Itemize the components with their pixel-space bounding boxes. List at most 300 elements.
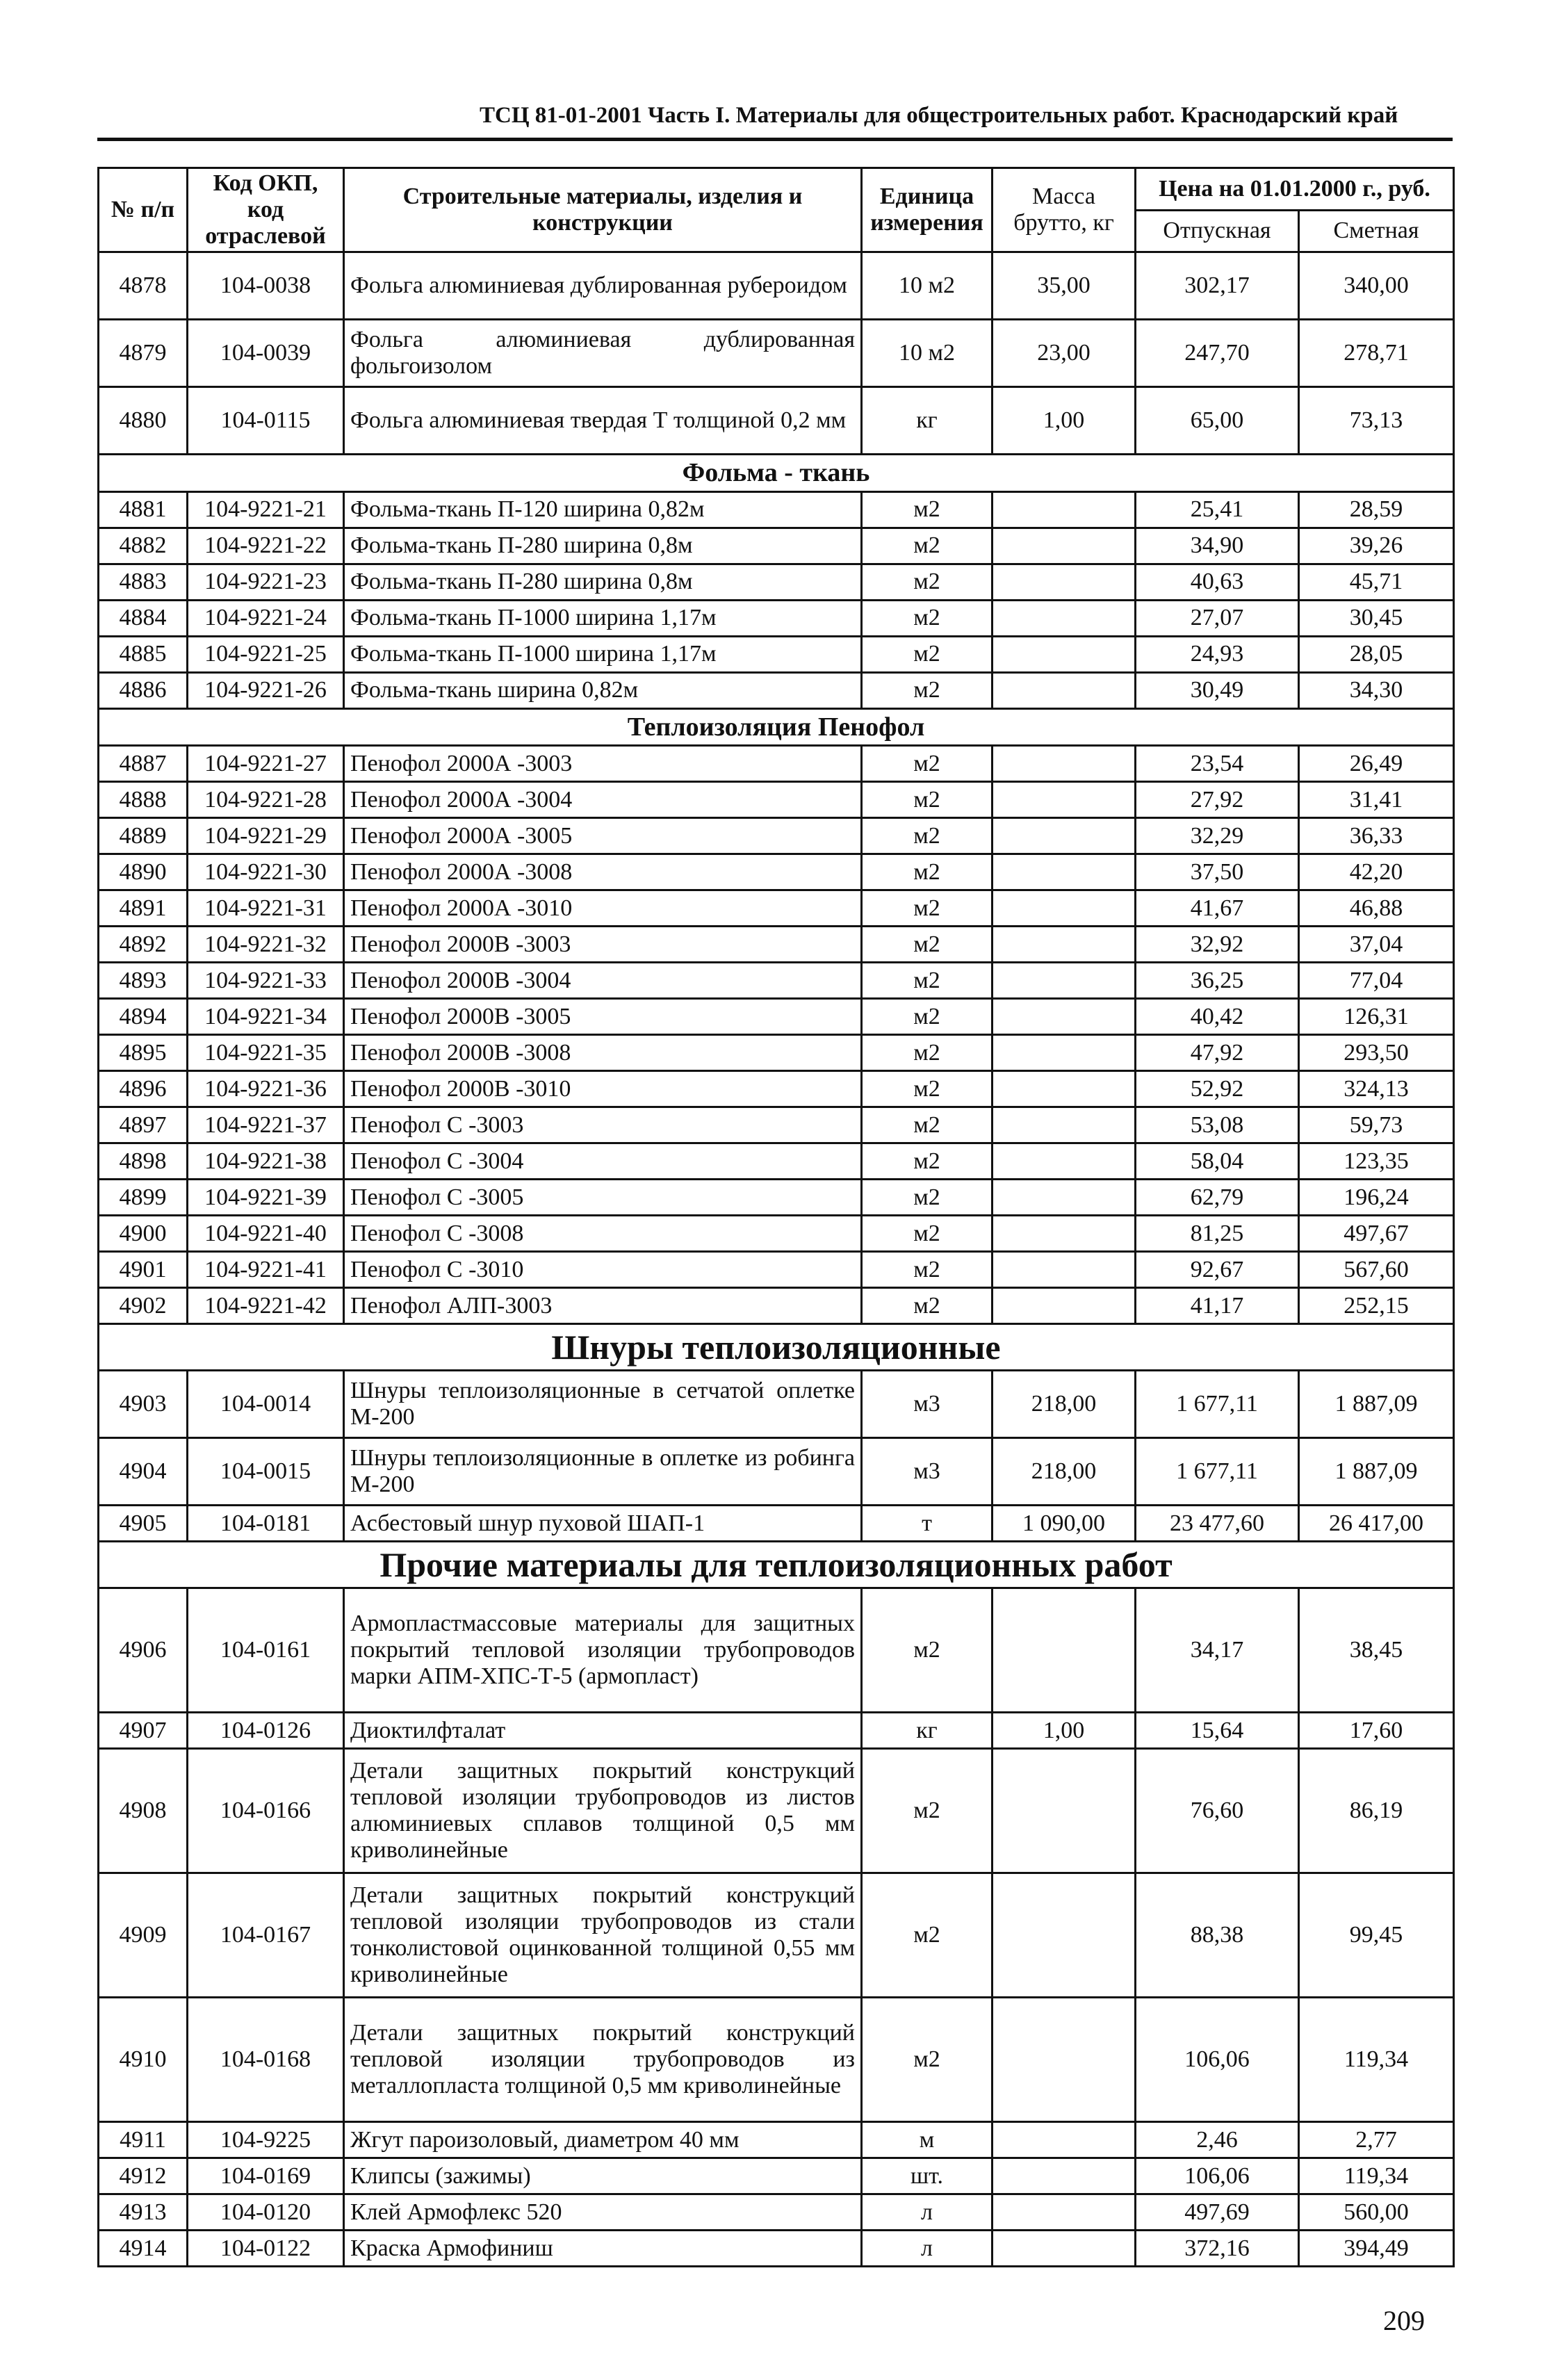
row-estimate-price: 126,31 — [1299, 999, 1454, 1035]
row-code: 104-9221-40 — [188, 1216, 344, 1252]
row-estimate-price: 73,13 — [1299, 387, 1454, 455]
table-row — [99, 1071, 1454, 1107]
row-number: 4889 — [99, 818, 188, 854]
row-release-price: 41,17 — [1136, 1288, 1299, 1324]
row-estimate-price: 46,88 — [1299, 890, 1454, 927]
row-number: 4897 — [99, 1107, 188, 1143]
row-name: Пенофол С -3005 — [344, 1180, 862, 1216]
row-estimate-price: 36,33 — [1299, 818, 1454, 854]
table-row — [99, 854, 1454, 890]
row-unit: м3 — [862, 1371, 993, 1438]
row-estimate-price: 394,49 — [1299, 2231, 1454, 2267]
row-estimate-price: 2,77 — [1299, 2122, 1454, 2158]
row-release-price: 32,29 — [1136, 818, 1299, 854]
row-number: 4885 — [99, 636, 188, 672]
row-estimate-price: 30,45 — [1299, 600, 1454, 636]
row-name: Фольма-ткань П-1000 ширина 1,17м — [344, 600, 862, 636]
header-name: Строительные материалы, изделия и конструкции — [344, 168, 862, 252]
table-row — [99, 1438, 1454, 1506]
row-number: 4911 — [99, 2122, 188, 2158]
row-number: 4880 — [99, 387, 188, 455]
table-row — [99, 818, 1454, 854]
table-row — [99, 927, 1454, 963]
table-row — [99, 746, 1454, 782]
row-code: 104-9221-34 — [188, 999, 344, 1035]
row-mass: 1 090,00 — [993, 1506, 1136, 1542]
row-number: 4893 — [99, 963, 188, 999]
row-number: 4913 — [99, 2194, 188, 2231]
row-number: 4912 — [99, 2158, 188, 2194]
row-estimate-price: 497,67 — [1299, 1216, 1454, 1252]
row-estimate-price: 28,59 — [1299, 491, 1454, 528]
row-number: 4908 — [99, 1749, 188, 1873]
header-unit: Единица измерения — [862, 168, 993, 252]
row-unit: т — [862, 1506, 993, 1542]
row-number: 4904 — [99, 1438, 188, 1506]
row-estimate-price: 77,04 — [1299, 963, 1454, 999]
row-code: 104-9225 — [188, 2122, 344, 2158]
header-price-group: Цена на 01.01.2000 г., руб. — [1136, 168, 1454, 211]
row-mass — [993, 1288, 1136, 1324]
row-mass — [993, 999, 1136, 1035]
row-name: Фольма-ткань П-280 ширина 0,8м — [344, 528, 862, 564]
table-row — [99, 1288, 1454, 1324]
row-mass — [993, 491, 1136, 528]
row-estimate-price: 38,45 — [1299, 1588, 1454, 1713]
row-mass — [993, 528, 1136, 564]
row-release-price: 34,17 — [1136, 1588, 1299, 1713]
row-release-price: 302,17 — [1136, 252, 1299, 320]
row-unit: шт. — [862, 2158, 993, 2194]
row-name: Краска Армофиниш — [344, 2231, 862, 2267]
row-estimate-price: 17,60 — [1299, 1713, 1454, 1749]
row-name: Пенофол 2000В -3008 — [344, 1035, 862, 1071]
row-mass — [993, 963, 1136, 999]
row-estimate-price: 119,34 — [1299, 1998, 1454, 2122]
table-row — [99, 1588, 1454, 1713]
row-release-price: 1 677,11 — [1136, 1438, 1299, 1506]
row-number: 4894 — [99, 999, 188, 1035]
row-unit: 10 м2 — [862, 320, 993, 387]
row-mass — [993, 1071, 1136, 1107]
row-name: Фольма-ткань П-1000 ширина 1,17м — [344, 636, 862, 672]
table-row — [99, 1143, 1454, 1180]
table-row — [99, 782, 1454, 818]
row-unit: м2 — [862, 746, 993, 782]
row-unit: м2 — [862, 927, 993, 963]
row-number: 4905 — [99, 1506, 188, 1542]
row-unit: м2 — [862, 1588, 993, 1713]
row-name: Фольга алюминиевая твердая Т толщиной 0,2 мм — [344, 387, 862, 455]
row-number: 4887 — [99, 746, 188, 782]
row-code: 104-9221-42 — [188, 1288, 344, 1324]
row-estimate-price: 26 417,00 — [1299, 1506, 1454, 1542]
row-estimate-price: 1 887,09 — [1299, 1371, 1454, 1438]
row-release-price: 106,06 — [1136, 1998, 1299, 2122]
row-release-price: 40,42 — [1136, 999, 1299, 1035]
row-estimate-price: 42,20 — [1299, 854, 1454, 890]
row-release-price: 23,54 — [1136, 746, 1299, 782]
table-row — [99, 1252, 1454, 1288]
row-unit: м2 — [862, 1035, 993, 1071]
row-unit: м2 — [862, 1180, 993, 1216]
row-code: 104-0161 — [188, 1588, 344, 1713]
row-unit: м2 — [862, 636, 993, 672]
row-estimate-price: 196,24 — [1299, 1180, 1454, 1216]
row-number: 4902 — [99, 1288, 188, 1324]
row-release-price: 36,25 — [1136, 963, 1299, 999]
row-name: Шнуры теплоизоляционные в оплетке из робинга М-200 — [344, 1438, 862, 1506]
table-row — [99, 1713, 1454, 1749]
row-code: 104-0181 — [188, 1506, 344, 1542]
row-code: 104-0122 — [188, 2231, 344, 2267]
row-code: 104-9221-28 — [188, 782, 344, 818]
row-number: 4879 — [99, 320, 188, 387]
row-name: Детали защитных покрытий конструкций тепловой изоляции трубопроводов из стали тонколистовой оцинкованной толщиной 0,55 мм криволинейные — [344, 1873, 862, 1998]
row-estimate-price: 99,45 — [1299, 1873, 1454, 1998]
row-mass: 218,00 — [993, 1371, 1136, 1438]
row-unit: м2 — [862, 1749, 993, 1873]
row-estimate-price: 26,49 — [1299, 746, 1454, 782]
row-name: Пенофол С -3003 — [344, 1107, 862, 1143]
row-name: Клипсы (зажимы) — [344, 2158, 862, 2194]
section-title-cords: Шнуры теплоизоляционные — [99, 1324, 1454, 1371]
row-name: Диоктилфталат — [344, 1713, 862, 1749]
row-mass — [993, 672, 1136, 708]
row-mass — [993, 927, 1136, 963]
row-unit: л — [862, 2231, 993, 2267]
row-estimate-price: 86,19 — [1299, 1749, 1454, 1873]
row-estimate-price: 28,05 — [1299, 636, 1454, 672]
row-release-price: 47,92 — [1136, 1035, 1299, 1071]
row-number: 4896 — [99, 1071, 188, 1107]
row-mass — [993, 1252, 1136, 1288]
table-row — [99, 1107, 1454, 1143]
header-estimate-price: Сметная — [1299, 210, 1454, 252]
table-row — [99, 1180, 1454, 1216]
row-number: 4906 — [99, 1588, 188, 1713]
row-code: 104-0168 — [188, 1998, 344, 2122]
table-row — [99, 1035, 1454, 1071]
row-unit: м2 — [862, 854, 993, 890]
row-name: Пенофол С -3008 — [344, 1216, 862, 1252]
row-estimate-price: 123,35 — [1299, 1143, 1454, 1180]
row-number: 4888 — [99, 782, 188, 818]
table-row — [99, 1216, 1454, 1252]
row-release-price: 24,93 — [1136, 636, 1299, 672]
row-mass: 35,00 — [993, 252, 1136, 320]
row-code: 104-0169 — [188, 2158, 344, 2194]
row-code: 104-9221-24 — [188, 600, 344, 636]
row-release-price: 247,70 — [1136, 320, 1299, 387]
row-unit: м2 — [862, 1216, 993, 1252]
row-code: 104-9221-31 — [188, 890, 344, 927]
row-release-price: 32,92 — [1136, 927, 1299, 963]
row-mass — [993, 1998, 1136, 2122]
row-number: 4891 — [99, 890, 188, 927]
row-name: Пенофол С -3010 — [344, 1252, 862, 1288]
row-unit: м2 — [862, 600, 993, 636]
row-name: Армопластмассовые материалы для защитных покрытий тепловой изоляции трубопроводов марки АПМ-ХПС-Т-5 (армопласт) — [344, 1588, 862, 1713]
row-name: Пенофол С -3004 — [344, 1143, 862, 1180]
table-row — [99, 387, 1454, 455]
row-estimate-price: 45,71 — [1299, 564, 1454, 600]
table-row — [99, 491, 1454, 528]
table-row — [99, 1998, 1454, 2122]
row-estimate-price: 567,60 — [1299, 1252, 1454, 1288]
table-row — [99, 963, 1454, 999]
header-mass: Масса брутто, кг — [993, 168, 1136, 252]
section-title-folma: Фольма - ткань — [99, 455, 1454, 492]
row-name: Пенофол 2000В -3003 — [344, 927, 862, 963]
row-release-price: 76,60 — [1136, 1749, 1299, 1873]
row-name: Пенофол 2000В -3010 — [344, 1071, 862, 1107]
row-number: 4903 — [99, 1371, 188, 1438]
row-code: 104-0166 — [188, 1749, 344, 1873]
row-unit: л — [862, 2194, 993, 2231]
row-number: 4892 — [99, 927, 188, 963]
row-release-price: 92,67 — [1136, 1252, 1299, 1288]
row-release-price: 27,92 — [1136, 782, 1299, 818]
row-release-price: 41,67 — [1136, 890, 1299, 927]
row-number: 4898 — [99, 1143, 188, 1180]
row-release-price: 106,06 — [1136, 2158, 1299, 2194]
row-name: Детали защитных покрытий конструкций тепловой изоляции трубопроводов из листов алюминиевых сплавов толщиной 0,5 мм криволинейные — [344, 1749, 862, 1873]
row-release-price: 23 477,60 — [1136, 1506, 1299, 1542]
table-row — [99, 1749, 1454, 1873]
header-num: № п/п — [99, 168, 188, 252]
row-number: 4907 — [99, 1713, 188, 1749]
row-code: 104-9221-21 — [188, 491, 344, 528]
row-mass — [993, 1749, 1136, 1873]
row-mass: 23,00 — [993, 320, 1136, 387]
row-unit: м2 — [862, 1071, 993, 1107]
row-unit: м2 — [862, 890, 993, 927]
row-number: 4909 — [99, 1873, 188, 1998]
row-unit: м2 — [862, 818, 993, 854]
row-code: 104-9221-38 — [188, 1143, 344, 1180]
row-release-price: 30,49 — [1136, 672, 1299, 708]
row-release-price: 53,08 — [1136, 1107, 1299, 1143]
row-release-price: 34,90 — [1136, 528, 1299, 564]
row-mass — [993, 1107, 1136, 1143]
row-mass — [993, 2158, 1136, 2194]
row-code: 104-9221-25 — [188, 636, 344, 672]
row-mass — [993, 746, 1136, 782]
row-unit: м2 — [862, 1998, 993, 2122]
table-row — [99, 252, 1454, 320]
row-number: 4878 — [99, 252, 188, 320]
row-name: Фольма-ткань П-280 ширина 0,8м — [344, 564, 862, 600]
running-header: ТСЦ 81-01-2001 Часть I. Материалы для общестроительных работ. Краснодарский край — [480, 103, 1398, 128]
row-release-price: 497,69 — [1136, 2194, 1299, 2231]
row-name: Шнуры теплоизоляционные в сетчатой оплетке М-200 — [344, 1371, 862, 1438]
row-unit: м2 — [862, 1143, 993, 1180]
row-code: 104-9221-37 — [188, 1107, 344, 1143]
table-row — [99, 1873, 1454, 1998]
row-name: Жгут пароизоловый, диаметром 40 мм — [344, 2122, 862, 2158]
row-release-price: 81,25 — [1136, 1216, 1299, 1252]
row-release-price: 52,92 — [1136, 1071, 1299, 1107]
row-estimate-price: 1 887,09 — [1299, 1438, 1454, 1506]
materials-price-table — [97, 167, 1455, 2267]
row-release-price: 65,00 — [1136, 387, 1299, 455]
row-mass — [993, 636, 1136, 672]
row-code: 104-0115 — [188, 387, 344, 455]
row-number: 4914 — [99, 2231, 188, 2267]
row-release-price: 15,64 — [1136, 1713, 1299, 1749]
row-estimate-price: 39,26 — [1299, 528, 1454, 564]
table-row — [99, 2122, 1454, 2158]
row-name: Фольга алюминиевая дублированная рубероидом — [344, 252, 862, 320]
row-estimate-price: 340,00 — [1299, 252, 1454, 320]
page-number: 209 — [1383, 2305, 1425, 2336]
row-code: 104-0126 — [188, 1713, 344, 1749]
row-code: 104-9221-27 — [188, 746, 344, 782]
row-release-price: 1 677,11 — [1136, 1371, 1299, 1438]
row-name: Клей Армофлекс 520 — [344, 2194, 862, 2231]
row-number: 4884 — [99, 600, 188, 636]
row-unit: м2 — [862, 1873, 993, 1998]
row-unit: м3 — [862, 1438, 993, 1506]
row-code: 104-9221-23 — [188, 564, 344, 600]
row-number: 4895 — [99, 1035, 188, 1071]
table-row — [99, 672, 1454, 708]
row-name: Асбестовый шнур пуховой ШАП-1 — [344, 1506, 862, 1542]
table-row — [99, 2158, 1454, 2194]
row-name: Пенофол 2000В -3004 — [344, 963, 862, 999]
row-release-price: 62,79 — [1136, 1180, 1299, 1216]
row-number: 4883 — [99, 564, 188, 600]
row-unit: м2 — [862, 564, 993, 600]
table-row — [99, 564, 1454, 600]
row-estimate-price: 34,30 — [1299, 672, 1454, 708]
row-code: 104-9221-39 — [188, 1180, 344, 1216]
row-code: 104-9221-26 — [188, 672, 344, 708]
row-name: Детали защитных покрытий конструкций тепловой изоляции трубопроводов из металлопласта толщиной 0,5 мм криволинейные — [344, 1998, 862, 2122]
row-code: 104-9221-35 — [188, 1035, 344, 1071]
row-code: 104-9221-32 — [188, 927, 344, 963]
row-release-price: 27,07 — [1136, 600, 1299, 636]
table-row — [99, 2194, 1454, 2231]
table-row — [99, 528, 1454, 564]
row-release-price: 58,04 — [1136, 1143, 1299, 1180]
table-row — [99, 2231, 1454, 2267]
row-unit: м2 — [862, 1288, 993, 1324]
row-mass: 1,00 — [993, 1713, 1136, 1749]
row-mass — [993, 2231, 1136, 2267]
row-release-price: 372,16 — [1136, 2231, 1299, 2267]
row-code: 104-9221-41 — [188, 1252, 344, 1288]
row-estimate-price: 324,13 — [1299, 1071, 1454, 1107]
row-release-price: 37,50 — [1136, 854, 1299, 890]
row-mass — [993, 1143, 1136, 1180]
row-unit: м2 — [862, 999, 993, 1035]
header-release-price: Отпускная — [1136, 210, 1299, 252]
header-code: Код ОКП, код отраслевой — [188, 168, 344, 252]
row-name: Пенофол 2000В -3005 — [344, 999, 862, 1035]
header-divider — [97, 138, 1453, 141]
row-unit: м2 — [862, 528, 993, 564]
row-mass — [993, 2122, 1136, 2158]
row-estimate-price: 560,00 — [1299, 2194, 1454, 2231]
row-name: Пенофол 2000А -3004 — [344, 782, 862, 818]
row-code: 104-0039 — [188, 320, 344, 387]
row-estimate-price: 252,15 — [1299, 1288, 1454, 1324]
row-code: 104-0014 — [188, 1371, 344, 1438]
row-mass: 218,00 — [993, 1438, 1136, 1506]
section-title-other: Прочие материалы для теплоизоляционных работ — [99, 1542, 1454, 1588]
row-mass — [993, 1588, 1136, 1713]
row-unit: кг — [862, 1713, 993, 1749]
row-release-price: 2,46 — [1136, 2122, 1299, 2158]
row-mass — [993, 1873, 1136, 1998]
row-estimate-price: 59,73 — [1299, 1107, 1454, 1143]
row-mass — [993, 890, 1136, 927]
row-unit: кг — [862, 387, 993, 455]
row-mass — [993, 600, 1136, 636]
row-unit: м2 — [862, 963, 993, 999]
row-name: Пенофол 2000А -3010 — [344, 890, 862, 927]
table-row — [99, 1506, 1454, 1542]
row-estimate-price: 119,34 — [1299, 2158, 1454, 2194]
row-code: 104-9221-36 — [188, 1071, 344, 1107]
row-estimate-price: 278,71 — [1299, 320, 1454, 387]
row-mass: 1,00 — [993, 387, 1136, 455]
row-name: Пенофол 2000А -3005 — [344, 818, 862, 854]
row-unit: м2 — [862, 782, 993, 818]
row-mass — [993, 1180, 1136, 1216]
row-estimate-price: 293,50 — [1299, 1035, 1454, 1071]
table-row — [99, 636, 1454, 672]
row-code: 104-0015 — [188, 1438, 344, 1506]
row-name: Пенофол АЛП-3003 — [344, 1288, 862, 1324]
row-estimate-price: 31,41 — [1299, 782, 1454, 818]
row-unit: 10 м2 — [862, 252, 993, 320]
row-mass — [993, 854, 1136, 890]
row-mass — [993, 782, 1136, 818]
row-unit: м2 — [862, 1107, 993, 1143]
row-release-price: 88,38 — [1136, 1873, 1299, 1998]
row-code: 104-0120 — [188, 2194, 344, 2231]
row-unit: м2 — [862, 491, 993, 528]
row-number: 4910 — [99, 1998, 188, 2122]
row-mass — [993, 1216, 1136, 1252]
row-name: Фольма-ткань ширина 0,82м — [344, 672, 862, 708]
row-unit: м — [862, 2122, 993, 2158]
row-mass — [993, 1035, 1136, 1071]
row-unit: м2 — [862, 1252, 993, 1288]
row-number: 4899 — [99, 1180, 188, 1216]
row-number: 4890 — [99, 854, 188, 890]
row-unit: м2 — [862, 672, 993, 708]
table-row — [99, 320, 1454, 387]
table-row — [99, 1371, 1454, 1438]
row-release-price: 40,63 — [1136, 564, 1299, 600]
row-release-price: 25,41 — [1136, 491, 1299, 528]
row-mass — [993, 818, 1136, 854]
row-number: 4886 — [99, 672, 188, 708]
table-row — [99, 999, 1454, 1035]
row-mass — [993, 564, 1136, 600]
section-title-penofol: Теплоизоляция Пенофол — [99, 708, 1454, 746]
row-number: 4881 — [99, 491, 188, 528]
row-number: 4900 — [99, 1216, 188, 1252]
row-code: 104-9221-22 — [188, 528, 344, 564]
row-number: 4882 — [99, 528, 188, 564]
row-mass — [993, 2194, 1136, 2231]
row-name: Фольма-ткань П-120 ширина 0,82м — [344, 491, 862, 528]
